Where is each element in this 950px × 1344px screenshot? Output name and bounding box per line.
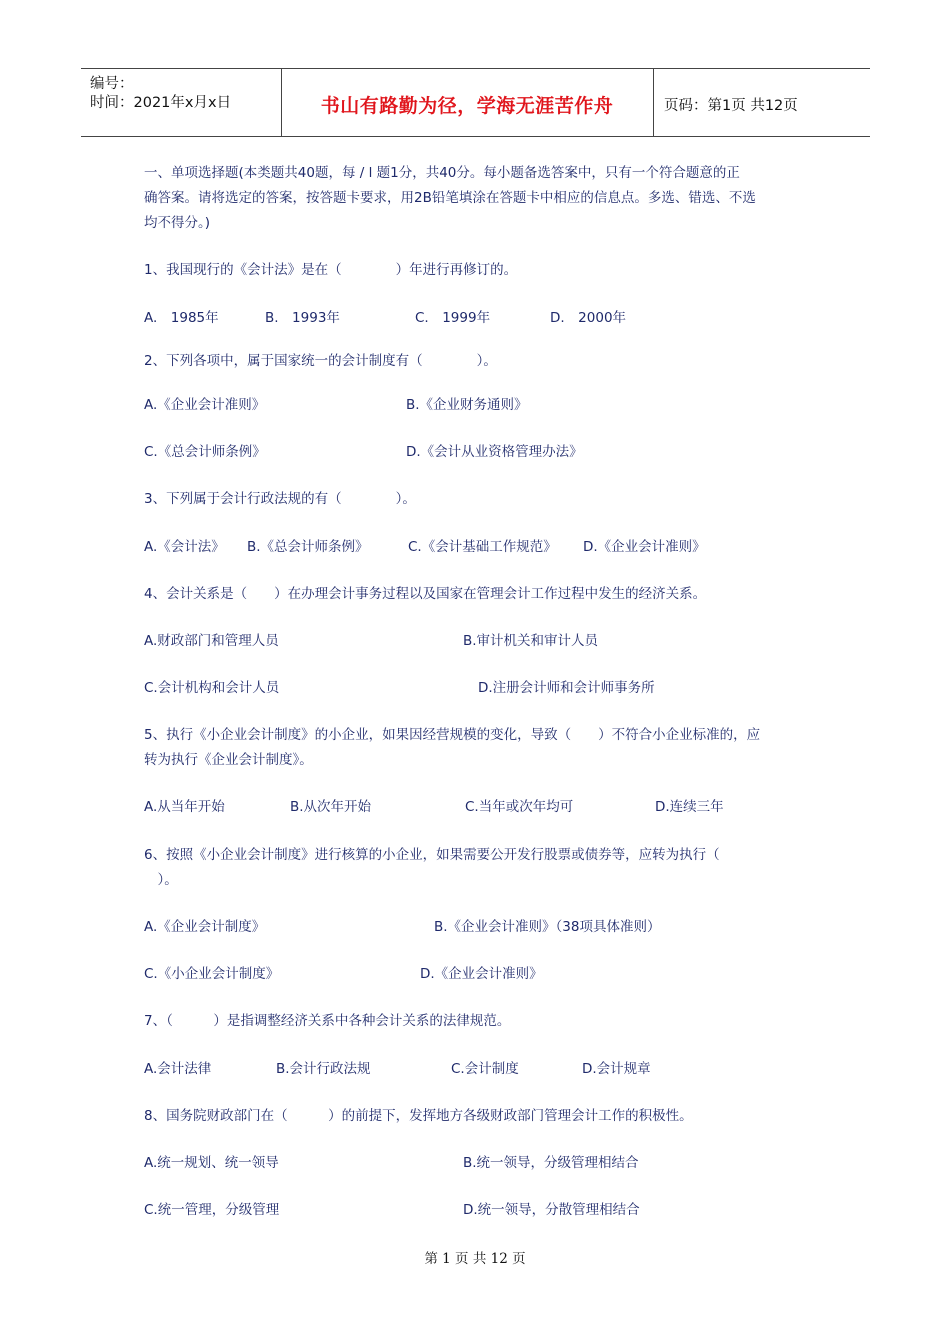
option: D.统一领导，分散管理相结合 <box>463 1202 640 1218</box>
question-stem: 6、按照《小企业会计制度》进行核算的小企业，如果需要公开发行股票或债券等，应转为执行（ <box>144 847 720 863</box>
code-label: 编号： <box>90 76 134 92</box>
option: A.统一规划、统一领导 <box>144 1155 279 1171</box>
option: C.统一管理，分级管理 <box>144 1202 280 1218</box>
option: D. 2000年 <box>550 310 627 326</box>
question-stem: 7、（ ）是指调整经济关系中各种会计关系的法律规范。 <box>144 1013 511 1029</box>
option: A.《企业会计制度》 <box>144 919 266 935</box>
option: B.《企业财务通则》 <box>406 397 528 413</box>
header-page-cell <box>654 69 870 136</box>
option: D.《会计从业资格管理办法》 <box>406 444 583 460</box>
time-label: 时间：2021年x月x日 <box>90 95 232 111</box>
option: A.财政部门和管理人员 <box>144 633 279 649</box>
intro-line: 一、单项选择题(本类题共40题，每 / l 题1分，共40分。每小题备选答案中，只有一个符合题意的正 <box>144 165 740 181</box>
option: D.连续三年 <box>655 799 724 815</box>
option: B.《总会计师条例》 <box>247 539 369 555</box>
option: A. 1985年 <box>144 310 219 326</box>
question-stem: ）。 <box>144 872 178 888</box>
question-stem: 3、下列属于会计行政法规的有（ ）。 <box>144 491 416 507</box>
option: D.《企业会计准则》 <box>420 966 543 982</box>
header-info-cell <box>81 69 282 136</box>
option: B.统一领导，分级管理相结合 <box>463 1155 639 1171</box>
page-footer: 第 1 页 共 12 页 <box>424 1251 526 1267</box>
option: B.《企业会计准则》（38项具体准则） <box>434 919 661 935</box>
option: C.会计制度 <box>451 1061 519 1077</box>
question-stem: 4、会计关系是（ ）在办理会计事务过程以及国家在管理会计工作过程中发生的经济关系。 <box>144 586 707 602</box>
option: A.会计法律 <box>144 1061 212 1077</box>
option: C.《总会计师条例》 <box>144 444 266 460</box>
option: B. 1993年 <box>265 310 340 326</box>
page-header <box>81 68 870 137</box>
option: C. 1999年 <box>415 310 491 326</box>
option: A.《企业会计准则》 <box>144 397 266 413</box>
question-stem: 8、国务院财政部门在（ ）的前提下，发挥地方各级财政部门管理会计工作的积极性。 <box>144 1108 693 1124</box>
intro-line: 确答案。请将选定的答案，按答题卡要求，用2B铅笔填涂在答题卡中相应的信息点。多选、错选、不选 <box>144 190 756 206</box>
option: C.会计机构和会计人员 <box>144 680 280 696</box>
option: B.会计行政法规 <box>276 1061 371 1077</box>
question-stem: 5、执行《小企业会计制度》的小企业，如果因经营规模的变化，导致（ ）不符合小企业标准的，应 <box>144 727 761 743</box>
motto: 书山有路勤为径，学海无涯苦作舟 <box>320 95 614 117</box>
header-motto-cell <box>281 69 654 136</box>
intro-line: 均不得分。) <box>144 215 211 231</box>
option: D.注册会计师和会计师事务所 <box>478 680 655 696</box>
option: B.审计机关和审计人员 <box>463 633 599 649</box>
option: C.《小企业会计制度》 <box>144 966 280 982</box>
option: D.会计规章 <box>582 1061 651 1077</box>
question-stem: 1、我国现行的《会计法》是在（ ）年进行再修订的。 <box>144 262 518 278</box>
page-label: 页码：第1页 共12页 <box>664 98 798 114</box>
option: C.《会计基础工作规范》 <box>408 539 557 555</box>
option: C.当年或次年均可 <box>465 799 574 815</box>
question-stem: 2、下列各项中，属于国家统一的会计制度有（ ）。 <box>144 353 497 369</box>
option: A.从当年开始 <box>144 799 225 815</box>
option: B.从次年开始 <box>290 799 372 815</box>
option: D.《企业会计准则》 <box>583 539 706 555</box>
question-stem: 转为执行《企业会计制度》。 <box>144 752 313 768</box>
option: A.《会计法》 <box>144 539 225 555</box>
